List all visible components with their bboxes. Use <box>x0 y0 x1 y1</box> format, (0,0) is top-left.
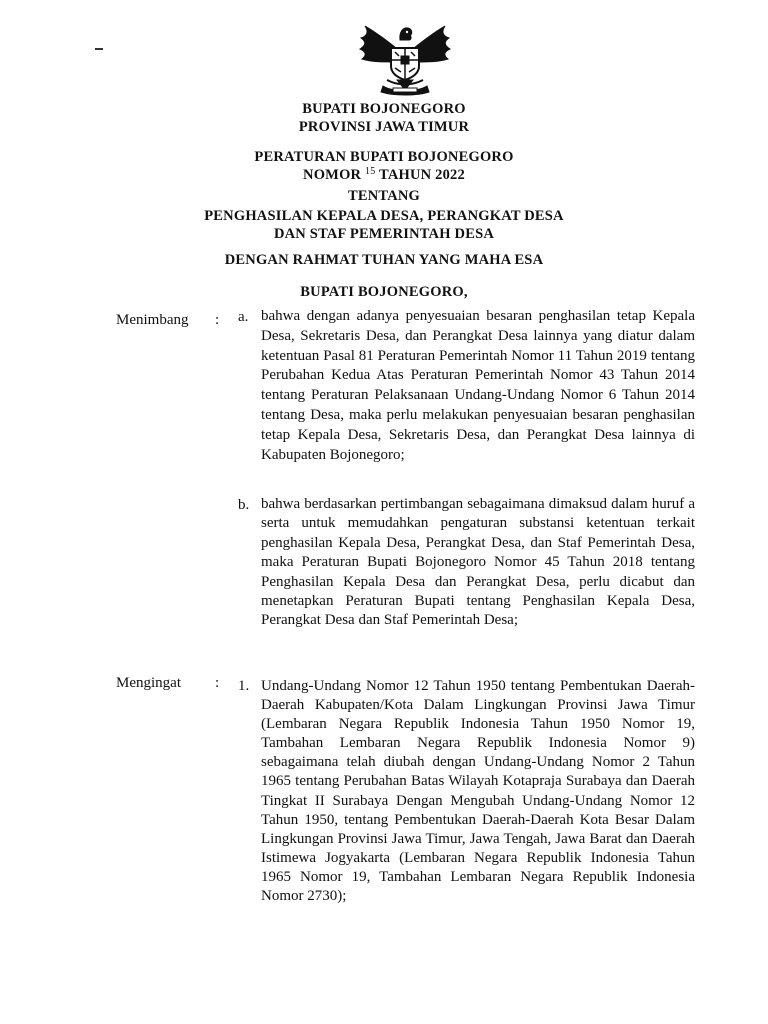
consideration-a-text: bahwa dengan adanya penyesuaian besaran penghasilan tetap Kepala Desa, Sekretaris Desa, dan Perangkat Desa lainnya yang diatur dalam ketentuan Pasal 81 Peraturan Pemerintah Nomor 11 Tahun 2019 tentang Perubahan Kedua Atas Peraturan Pemerintah Nomor 43 Tahun 2014 tentang Peraturan Pelaksanaan Undang-Undang Nomor 6 Tahun 2014 tentang Desa, maka perlu melakukan penyesuaian besaran penghasilan tetap Kepala Desa, Sekretaris Desa, dan Perangkat Desa lainnya di Kabupaten Bojonegoro; <box>261 308 695 463</box>
consideration-a-marker: a. <box>238 309 249 325</box>
garuda-emblem-icon <box>357 22 453 96</box>
issuer-signature-heading: BUPATI BOJONEGORO, <box>300 284 468 300</box>
number-suffix: TAHUN 2022 <box>379 167 465 183</box>
mengingat-label: Mengingat <box>116 675 181 691</box>
number-prefix: NOMOR <box>303 167 362 183</box>
mengingat-colon: : <box>215 675 220 691</box>
subject-line-2: DAN STAF PEMERINTAH DESA <box>273 226 495 242</box>
regulation-title: PERATURAN BUPATI BOJONEGORO <box>254 149 514 165</box>
menimbang-colon: : <box>215 312 220 328</box>
menimbang-label: Menimbang <box>116 312 189 328</box>
about-label: TENTANG <box>347 188 421 204</box>
subject-line-1: PENGHASILAN KEPALA DESA, PERANGKAT DESA <box>204 208 564 224</box>
issuer-line-1: BUPATI BOJONEGORO <box>302 101 466 117</box>
consideration-b-marker: b. <box>238 497 250 513</box>
legal-basis-1-text: Undang-Undang Nomor 12 Tahun 1950 tentang Pembentukan Daerah-Daerah Kabupaten/Kota Dalam Lingkungan Provinsi Jawa Timur (Lembaran Negara Republik Indonesia Tahun 1950 Nomor 19, Tambahan Lembaran Negara Republik Indonesia Nomor 9) sebagaimana telah diubah dengan Undang-Undang Nomor 2 Tahun 1965 tentang Perubahan Batas Wilayah Kotapraja Surabaya dan Daerah Tingkat II Surabaya Dengan Mengubah Undang-Undang Nomor 12 Tahun 1950, tentang Pembentukan Daerah-Daerah Kota Besar Dalam Lingkungan Provinsi Jawa Timur, Jawa Tengah, Jawa Barat dan Daerah Istimewa Jogyakarta (Lembaran Negara Republik Indonesia Tahun 1965 Nomor 19, Tambahan Lembaran Negara Republik Indonesia Nomor 2730); <box>261 678 695 905</box>
legal-basis-1-marker: 1. <box>238 678 250 694</box>
blessing-line: DENGAN RAHMAT TUHAN YANG MAHA ESA <box>224 252 544 268</box>
regulation-subject <box>0 207 768 243</box>
scan-mark <box>95 48 103 50</box>
regulation-number <box>0 166 768 184</box>
issuer-line-2: PROVINSI JAWA TIMUR <box>298 119 470 135</box>
number-value: 15 <box>365 166 376 177</box>
header-block <box>0 100 768 136</box>
consideration-b-text: bahwa berdasarkan pertimbangan sebagaimana dimaksud dalam huruf a serta untuk memudahkan pengaturan substansi ketentuan terkait penghasilan Kepala Desa, Perangkat Desa, dan Staf Pemerintah Desa, maka Peraturan Bupati Bojonegoro Nomor 45 Tahun 2018 tentang Penghasilan Kepala Desa dan Perangkat Desa, perlu dicabut dan menetapkan Peraturan Bupati tentang Penghasilan Kepala Desa, Perangkat Desa dan Staf Pemerintah Desa; <box>261 496 695 629</box>
regulation-heading <box>0 148 768 184</box>
